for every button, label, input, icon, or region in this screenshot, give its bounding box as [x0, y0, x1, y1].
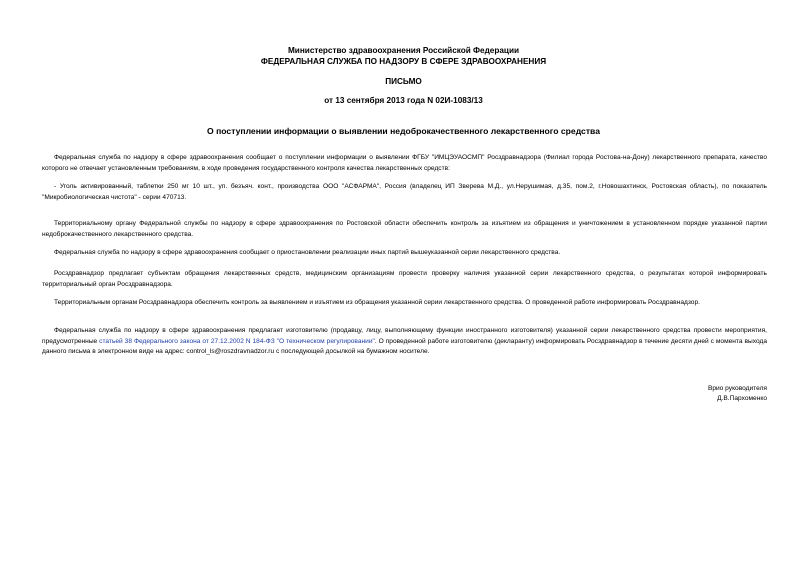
signature-name: Д.В.Пархоменко [717, 395, 767, 402]
paragraph-7-before-link: Федеральная служба по надзору в сфере здравоохранения предлагает изготовителю (продавцу, лицу, выполняющему функции иностранного изготовителя) указанной серии лекарственного средства провести мероприятия, предусмотренные [42, 327, 767, 345]
paragraph-6-text: Территориальным органам Росздравнадзора обеспечить контроль за выявлением и изъятием из обращения указанной серии лекарственного средства. О проведенной работе информировать Росздравнадзор. [54, 299, 700, 306]
paragraph-6 [42, 298, 767, 309]
ministry-heading: Министерство здравоохранения Российской Федерации [287, 46, 520, 55]
paragraph-2 [42, 182, 767, 203]
paragraph-4 [42, 248, 767, 259]
paragraph-1 [42, 153, 767, 174]
document-subject: О поступлении информации о выявлении недоброкачественного лекарственного средства [207, 126, 600, 136]
paragraph-2-text: - Уголь активированный, таблетки 250 мг 10 шт., уп. безъяч. конт., производства ООО "АСФАРМА", Россия (владелец ИП Зверева М.Д., ул.Нерушимая, д.35, пом.2, г.Новошахтинск, Ростовская область), по показатель "Микробиологическая чистота" - серии 470713. [42, 183, 767, 201]
paragraph-7-text [42, 326, 767, 358]
document-date-number: от 13 сентября 2013 года N 02И-1083/13 [324, 96, 483, 105]
paragraph-5-text: Росздравнадзор предлагает субъектам обращения лекарственных средств, медицинским организациям провести проверку наличия указанной серии лекарственного средства, о результатах которой информировать территориальный орган Росздравнадзора. [42, 270, 767, 288]
paragraph-5 [42, 269, 767, 290]
paragraph-4-text: Федеральная служба по надзору в сфере здравоохранения сообщает о приостановлении реализации иных партий вышеуказанной серии лекарственного средства. [54, 249, 561, 256]
law-article-link[interactable]: статьей 38 Федерального закона от 27.12.2002 N 184-ФЗ "О техническом регулировании" [99, 337, 375, 345]
service-heading: ФЕДЕРАЛЬНАЯ СЛУЖБА ПО НАДЗОРУ В СФЕРЕ ЗДРАВООХРАНЕНИЯ [260, 57, 547, 66]
signature-position: Врио руководителя [707, 385, 767, 392]
paragraph-1-text: Федеральная служба по надзору в сфере здравоохранения сообщает о поступлении информации о выявлении ФГБУ "ИМЦЭУАОСМП" Росздравнадзора (Филиал города Ростова-на-Дону) лекарственного препарата, качество которого не отвечает установленным требованиям, в ходе проведения государственного контроля качества лекарственных средств: [42, 154, 767, 172]
document-type: ПИСЬМО [385, 77, 422, 86]
paragraph-3 [42, 219, 767, 240]
paragraph-7-after-link: . О проведенной работе изготовителю (декларанту) информировать Росздравнадзор в течение десяти дней с момента выхода данного письма в электронном виде на адрес: control_ls@roszdravnadzor.ru с последующей досылкой на бумажном носителе. [42, 337, 767, 356]
paragraph-3-text: Территориальному органу Федеральной службы по надзору в сфере здравоохранения по Ростовской области обеспечить контроль за изъятием из обращения и уничтожением в установленном порядке указанной партии недоброкачественного лекарственного средства. [42, 220, 767, 238]
paragraph-7 [42, 326, 767, 358]
